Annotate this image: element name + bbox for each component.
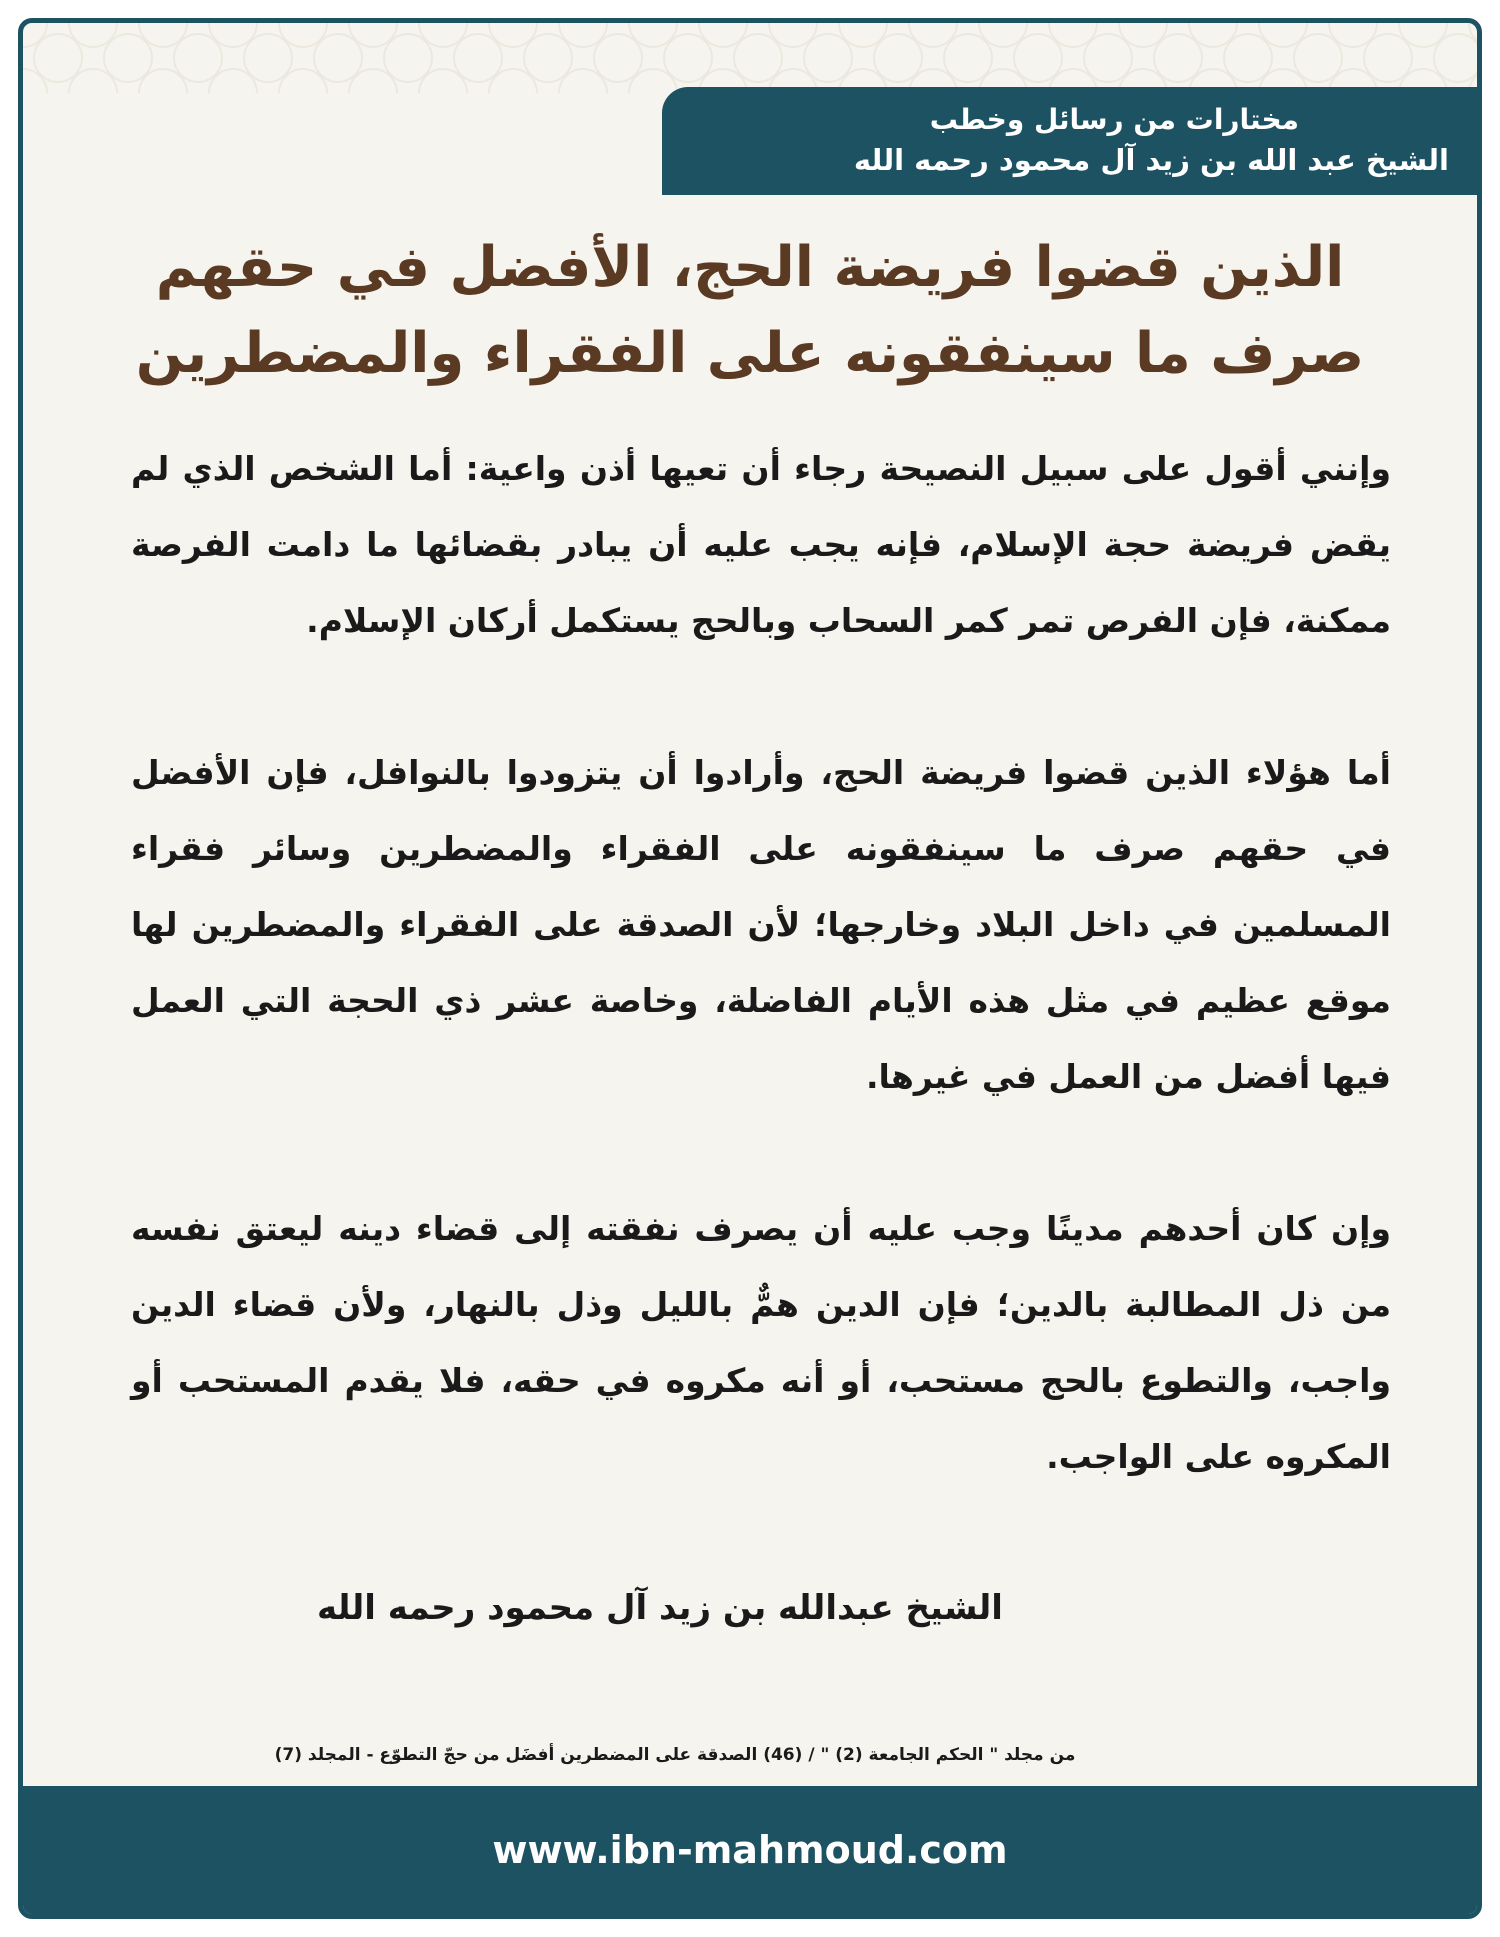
paragraph-3: وإن كان أحدهم مدينًا وجب عليه أن يصرف نفقته إلى قضاء دينه ليعتق نفسه من ذل المطالبة بالدين؛ فإن الدين همٌّ بالليل وذل بالنهار، ولأن قضاء الدين واجب، والتطوع بالحج مستحب، أو أنه مكروه في حقه، فلا يقدم المستحب أو المكروه على الواجب. [131, 1209, 1391, 1476]
title-line-1: الذين قضوا فريضة الحج، الأفضل في حقهم [155, 235, 1345, 300]
footer-bar [23, 1786, 1477, 1914]
header-author: الشيخ عبد الله بن زيد آل محمود رحمه الله [853, 143, 1449, 177]
title-line-2: صرف ما سينفقونه على الفقراء والمضطرين [135, 321, 1365, 386]
header-series-title: مختارات من رسائل وخطب [929, 103, 1299, 136]
page-frame [18, 18, 1482, 1919]
decorative-pattern [23, 23, 1477, 93]
header-banner [662, 87, 1477, 195]
signature: الشيخ عبدالله بن زيد آل محمود رحمه الله [317, 1588, 1003, 1628]
source-note: من مجلد " الحكم الجامعة (2) " / (46) الصدقة على المضطرين أفضَل من حجّ التطوّع - المجلد (7) [274, 1745, 1076, 1765]
paragraph-2: أما هؤلاء الذين قضوا فريضة الحج، وأرادوا أن يتزودوا بالنوافل، فإن الأفضل في حقهم صرف ما سينفقونه على الفقراء والمضطرين وسائر فقراء المسلمين في داخل البلاد وخارجها؛ لأن الصدقة على الفقراء والمضطرين لها موقع عظيم في مثل هذه الأيام الفاضلة، وخاصة عشر ذي الحجة التي العمل فيها أفضل من العمل في غيرها. [131, 753, 1391, 1096]
paragraph-1: وإنني أقول على سبيل النصيحة رجاء أن تعيها أذن واعية: أما الشخص الذي لم يقض فريضة حجة الإسلام، فإنه يجب عليه أن يبادر بقضائها ما دامت الفرصة ممكنة، فإن الفرص تمر كمر السحاب وبالحج يستكمل أركان الإسلام. [131, 449, 1391, 640]
article-body [131, 431, 1391, 1571]
page-title [123, 225, 1377, 397]
website-link[interactable]: www.ibn-mahmoud.com [492, 1828, 1008, 1872]
